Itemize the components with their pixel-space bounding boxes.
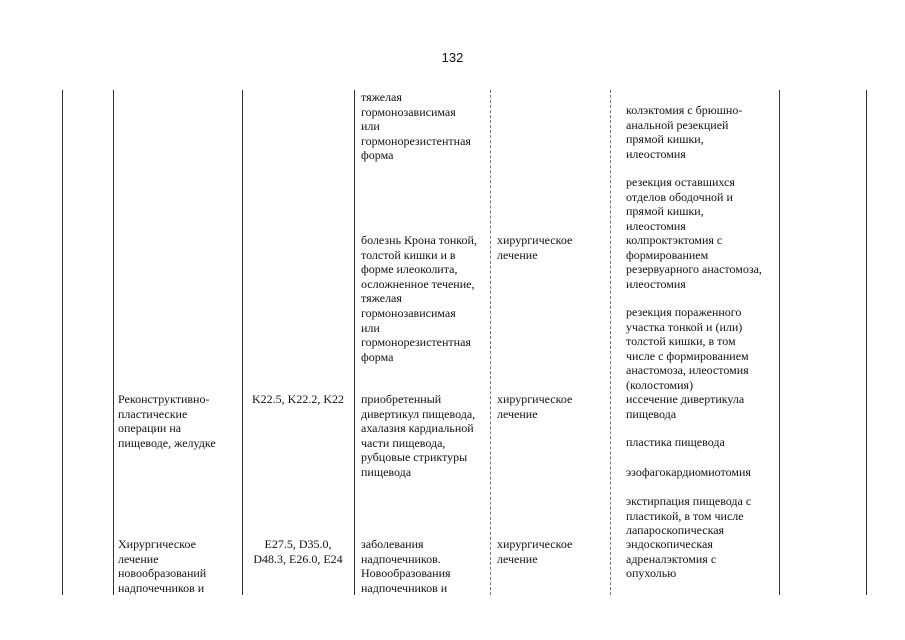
column-divider-3 <box>354 90 355 595</box>
method-name-adrenal: Хирургическое лечение новообразований надпочечников и <box>118 537 207 595</box>
disease-esophageal-diverticulum: приобретенный дивертикул пищевода, ахалазия кардиальной части пищевода, рубцовые стриктуры пищевода <box>361 392 476 479</box>
column-divider-6 <box>779 90 780 595</box>
method-name-reconstructive: Реконструктивно- пластические операции на пищеводе, желудке <box>118 392 216 450</box>
column-divider-2 <box>242 90 243 595</box>
method-resection-remaining: резекция оставшихся отделов ободочной и прямой кишки, илеостомия <box>626 175 735 233</box>
table-border-right <box>866 90 867 595</box>
treatment-type-crohn: хирургическое лечение <box>497 233 573 262</box>
table-border-left <box>62 90 63 595</box>
method-resection-affected: резекция пораженного участка тонкой и (или) толстой кишки, в том числе с формированием анастомоза, илеостомия (колостомия) <box>626 305 749 392</box>
method-diverticulum-excision: иссечение дивертикула пищевода <box>626 392 745 421</box>
treatment-type-adrenal: хирургическое лечение <box>497 537 573 566</box>
icd-codes-adrenal: E27.5, D35.0, D48.3, E26.0, E24 <box>253 537 343 566</box>
column-divider-4 <box>490 90 491 595</box>
column-divider-5 <box>610 90 611 595</box>
method-esophagocardiomyotomy: эзофагокардиомиотомия <box>626 465 751 479</box>
column-divider-1 <box>113 90 114 595</box>
page-number: 132 <box>441 50 464 65</box>
method-coloproctectomy: колпроктэктомия с формированием резервуарного анастомоза, илеостомия <box>626 233 762 291</box>
treatment-type-esophagus: хирургическое лечение <box>497 392 573 421</box>
disease-crohn: болезнь Крона тонкой, толстой кишки и в форме илеоколита, осложненное течение, тяжелая гормонозависимая или гормонорезистентная форма <box>361 233 477 364</box>
method-esophagoplasty: пластика пищевода <box>626 435 725 449</box>
method-extirpation: экстирпация пищевода с пластикой, в том числе лапароскопическая <box>626 494 752 538</box>
method-colectomy: колэктомия с брюшно- анальной резекцией прямой кишки, илеостомия <box>626 103 743 161</box>
disease-crohn-continued: тяжелая гормонозависимая или гормонорезистентная форма <box>361 90 471 163</box>
icd-codes-esophagus: K22.5, K22.2, K22 <box>252 392 344 406</box>
disease-adrenal: заболевания надпочечников. Новообразования надпочечников и <box>361 537 451 595</box>
method-adrenalectomy: эндоскопическая адреналэктомия с опухолью <box>626 537 717 581</box>
